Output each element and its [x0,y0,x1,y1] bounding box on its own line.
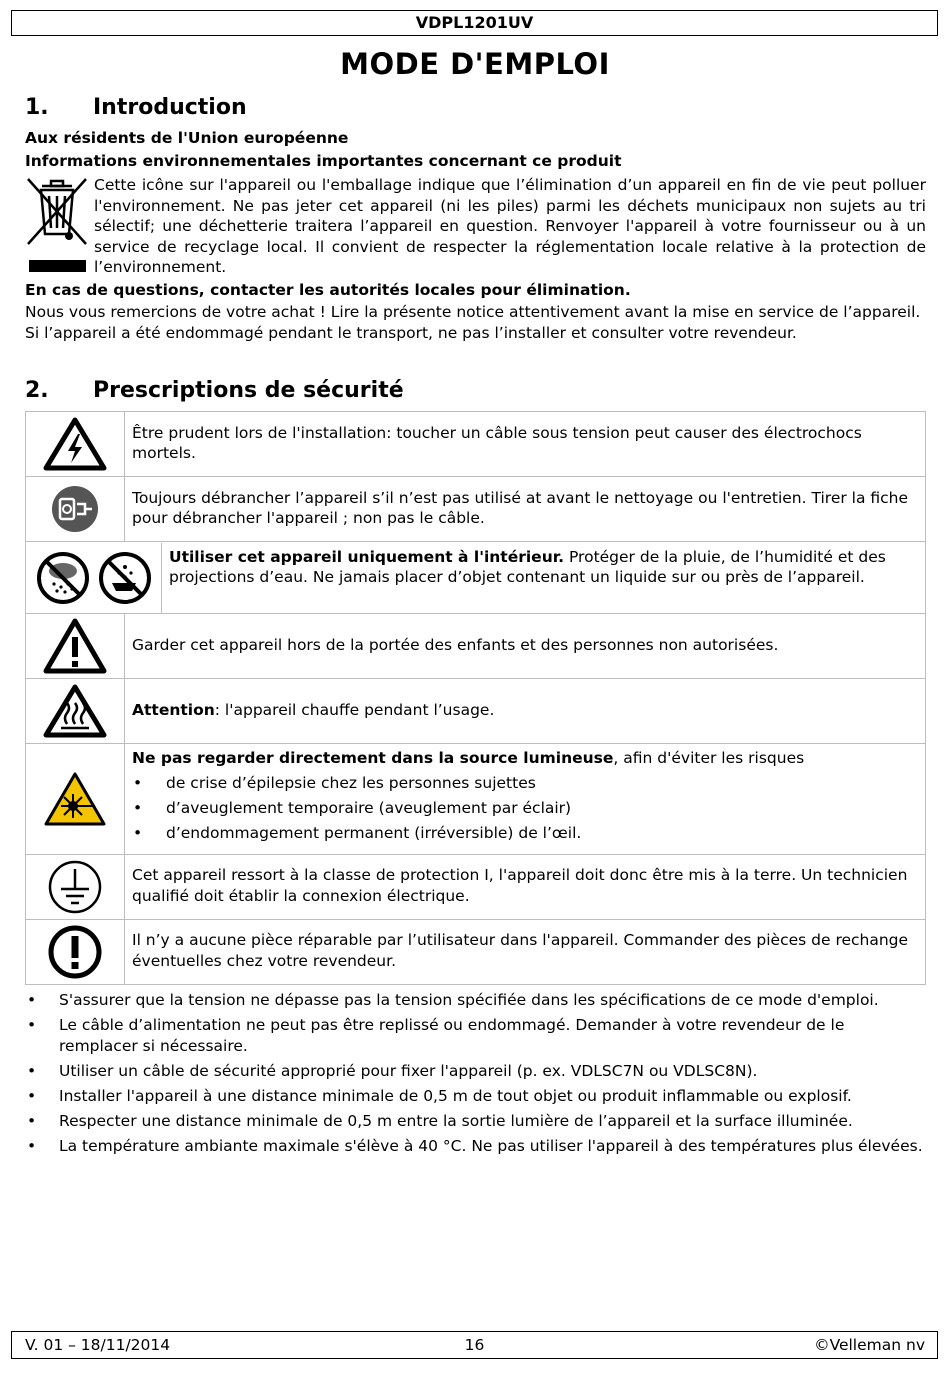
safety-row [26,919,926,984]
safety-text-bold: Ne pas regarder directement dans la source lumineuse [132,749,614,767]
weee-description: Cette icône sur l'appareil ou l'emballage indique que l’élimination d’un appareil en fin de vie peut polluer l'environnement. Ne pas jeter cet appareil (ni les piles) parmi les déchets municipaux non sujets au tri sélectif; une déchetterie traitera l’appareil en question. Renvoyer l'appareil à votre fournisseur ou à un service de recyclage local. Il convient de respecter la réglementation locale relative à la protection de l’environnement. [94,176,926,276]
safety-row [26,679,926,744]
unplug-icon [26,477,125,542]
warning-icon [26,614,125,679]
page-number: 16 [464,1336,485,1354]
laser-icon [26,744,125,855]
list-item: • d’endommagement permanent (irréversible) de l’œil. [157,823,917,844]
list-item: • Le câble d’alimentation ne peut pas être replissé ou endommagé. Demander à votre revendeur de le remplacer si nécessaire. [25,1015,925,1056]
section-title: Prescriptions de sécurité [93,378,404,403]
indoor-only-icon [26,543,162,613]
section-heading-safety [25,377,404,405]
safety-row [26,854,926,919]
exclamation-icon [26,919,125,984]
section-title: Introduction [93,95,247,120]
safety-text: Cet appareil ressort à la classe de protection I, l'appareil doit donc être mis à la terre. Un technicien qualifié doit établir la connexion électrique. [125,854,926,919]
hot-surface-icon [26,679,125,744]
document-header [11,10,938,36]
no-rain-icon [36,551,90,605]
list-item: • d’aveuglement temporaire (aveuglement par éclair) [157,798,917,819]
risk-list [132,773,917,844]
weee-bin-icon [25,176,89,274]
safety-row [26,744,926,855]
no-water-icon [98,551,152,605]
list-item: • S'assurer que la tension ne dépasse pas la tension spécifiée dans les spécifications de ce mode d'emploi. [25,990,925,1011]
list-item: • La température ambiante maximale s'élève à 40 °C. Ne pas utiliser l'appareil à des températures plus élevées. [25,1136,925,1157]
safety-text-bold: Attention [132,700,215,719]
env-info-heading: Informations environnementales importantes concernant ce produit [25,152,622,170]
list-item: • Installer l'appareil à une distance minimale de 0,5 m de tout objet ou produit inflammable ou explosif. [25,1086,925,1107]
list-item: • Utiliser un câble de sécurité approprié pour fixer l'appareil (p. ex. VDLSC7N ou VDLSC8N). [25,1061,925,1082]
section-number: 1. [25,95,49,120]
safety-text: Il n’y a aucune pièce réparable par l’utilisateur dans l'appareil. Commander des pièces de rechange éventuelles chez votre revendeur. [125,919,926,984]
safety-text: Attention: l'appareil chauffe pendant l’usage. [125,679,926,744]
safety-row [26,614,926,679]
model-number: VDPL1201UV [415,13,534,32]
version-date: V. 01 – 18/11/2014 [25,1336,171,1354]
page-title: MODE D'EMPLOI [340,47,610,81]
copyright: ©Velleman nv [814,1336,925,1354]
safety-bullets [25,990,925,1161]
safety-text: Garder cet appareil hors de la portée des enfants et des personnes non autorisées. [125,614,926,679]
section-number: 2. [25,378,49,403]
disposal-questions: En cas de questions, contacter les autorités locales pour élimination. [25,281,631,299]
safety-text: Ne pas regarder directement dans la source lumineuse, afin d'éviter les risques • de crise d’épilepsie chez les personnes sujettes • d’aveuglement temporaire (aveuglement par éclair) • d’endommagement permanent (irréversible) de l’œil. [125,744,926,855]
high-voltage-icon [26,412,125,477]
safety-text-bold: Utiliser cet appareil uniquement à l'intérieur. [169,547,565,566]
list-item: • de crise d’épilepsie chez les personnes sujettes [157,773,917,794]
intro-paragraph: Nous vous remercions de votre achat ! Lire la présente notice attentivement avant la mise en service de l’appareil. Si l’appareil a été endommagé pendant le transport, ne pas l’installer et consulter votre revendeur. [25,303,921,342]
eu-residents-heading: Aux résidents de l'Union européenne [25,129,349,147]
safety-row [26,542,926,614]
safety-text: Être prudent lors de l'installation: toucher un câble sous tension peut causer des électrochocs mortels. [125,412,926,477]
safety-row [26,477,926,542]
section-heading-introduction [25,94,247,122]
safety-text: Toujours débrancher l’appareil s’il n’est pas utilisé at avant le nettoyage ou l'entretien. Tirer la fiche pour débrancher l'appareil ; non pas le câble. [125,477,926,542]
ground-icon [26,854,125,919]
safety-table [25,411,926,985]
document-footer [11,1331,938,1359]
safety-row [26,412,926,477]
safety-text: Utiliser cet appareil uniquement à l'intérieur. Protéger de la pluie, de l’humidité et des projections d’eau. Ne jamais placer d’objet contenant un liquide sur ou près de l’appareil. [169,547,886,586]
list-item: • Respecter une distance minimale de 0,5 m entre la sortie lumière de l’appareil et la surface illuminée. [25,1111,925,1132]
